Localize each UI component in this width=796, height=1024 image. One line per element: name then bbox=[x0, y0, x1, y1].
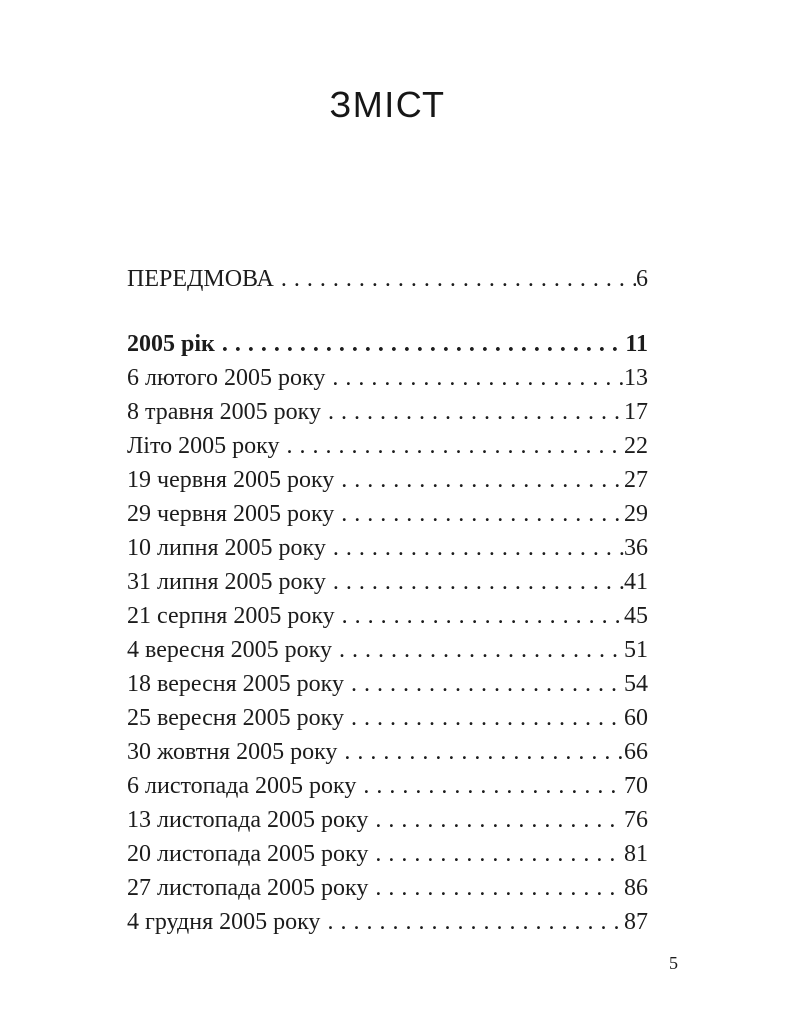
toc-entry-label: Літо 2005 року bbox=[127, 433, 280, 459]
dot-leader bbox=[320, 905, 624, 939]
toc-entry-label: 21 серпня 2005 року bbox=[127, 603, 335, 629]
dot-leader bbox=[344, 701, 624, 735]
toc-row bbox=[127, 327, 648, 361]
dot-leader bbox=[344, 667, 624, 701]
page-title: ЗМІСТ bbox=[329, 84, 446, 125]
toc-entry-label: 19 червня 2005 року bbox=[127, 467, 335, 493]
toc-row bbox=[127, 497, 648, 531]
toc-row bbox=[127, 565, 648, 599]
toc-entry-page: 54 bbox=[624, 671, 648, 697]
toc-row bbox=[127, 633, 648, 667]
toc-entry-label: 6 листопада 2005 року bbox=[127, 773, 357, 799]
dot-leader bbox=[368, 803, 624, 837]
toc-entry-page: 6 bbox=[636, 266, 648, 292]
toc-entry-label: 31 липня 2005 року bbox=[127, 569, 326, 595]
dot-leader bbox=[334, 497, 624, 531]
toc-entry-label: 29 червня 2005 року bbox=[127, 501, 335, 527]
toc-row bbox=[127, 599, 648, 633]
dot-leader bbox=[326, 565, 624, 599]
toc-entry-page: 13 bbox=[624, 365, 648, 391]
toc-entry-label: 10 липня 2005 року bbox=[127, 535, 326, 561]
toc-entry-label: 8 травня 2005 року bbox=[127, 399, 321, 425]
toc-row bbox=[127, 905, 648, 939]
dot-leader bbox=[274, 262, 636, 296]
dot-leader bbox=[368, 837, 624, 871]
toc-entry-page: 22 bbox=[624, 433, 648, 459]
toc-row bbox=[127, 803, 648, 837]
toc-entry-label: 18 вересня 2005 року bbox=[127, 671, 344, 697]
toc-entry-label: 4 вересня 2005 року bbox=[127, 637, 332, 663]
dot-leader bbox=[215, 327, 625, 361]
dot-leader bbox=[321, 395, 624, 429]
toc-entry-page: 76 bbox=[624, 807, 648, 833]
toc-entry-label: 2005 рік bbox=[127, 331, 215, 357]
toc-row bbox=[127, 429, 648, 463]
toc-row bbox=[127, 701, 648, 735]
toc-entry-label: 20 листопада 2005 року bbox=[127, 841, 369, 867]
toc-row bbox=[127, 837, 648, 871]
toc-row bbox=[127, 531, 648, 565]
toc-entry-page: 60 bbox=[624, 705, 648, 731]
table-of-contents bbox=[127, 262, 648, 939]
dot-leader bbox=[279, 429, 624, 463]
toc-entry-page: 81 bbox=[624, 841, 648, 867]
toc-row bbox=[127, 463, 648, 497]
toc-row bbox=[127, 395, 648, 429]
toc-entry-label: 27 листопада 2005 року bbox=[127, 875, 369, 901]
dot-leader bbox=[325, 361, 624, 395]
toc-entry-page: 70 bbox=[624, 773, 648, 799]
toc-entry-page: 87 bbox=[624, 909, 648, 935]
toc-entry-label: 4 грудня 2005 року bbox=[127, 909, 321, 935]
toc-entry-label: 25 вересня 2005 року bbox=[127, 705, 344, 731]
toc-row bbox=[127, 769, 648, 803]
toc-entry-page: 11 bbox=[625, 331, 648, 357]
toc-entry-page: 51 bbox=[624, 637, 648, 663]
toc-entry-page: 36 bbox=[624, 535, 648, 561]
toc-entry-page: 45 bbox=[624, 603, 648, 629]
toc-row bbox=[127, 361, 648, 395]
dot-leader bbox=[335, 599, 624, 633]
toc-entry-page: 17 bbox=[624, 399, 648, 425]
toc-entry-label: 30 жовтня 2005 року bbox=[127, 739, 338, 765]
toc-entry-label: 13 листопада 2005 року bbox=[127, 807, 369, 833]
toc-entry-page: 86 bbox=[624, 875, 648, 901]
toc-row bbox=[127, 667, 648, 701]
dot-leader bbox=[332, 633, 624, 667]
dot-leader bbox=[337, 735, 624, 769]
toc-entry-label: ПЕРЕДМОВА bbox=[127, 266, 274, 292]
dot-leader bbox=[334, 463, 624, 497]
toc-row bbox=[127, 735, 648, 769]
toc-entry-label: 6 лютого 2005 року bbox=[127, 365, 326, 391]
toc-entry-page: 27 bbox=[624, 467, 648, 493]
toc-entry-page: 29 bbox=[624, 501, 648, 527]
toc-row bbox=[127, 871, 648, 905]
dot-leader bbox=[368, 871, 624, 905]
folio-page-number: 5 bbox=[669, 953, 678, 973]
toc-entry-page: 66 bbox=[624, 739, 648, 765]
toc-row bbox=[127, 262, 648, 296]
dot-leader bbox=[326, 531, 624, 565]
dot-leader bbox=[356, 769, 624, 803]
toc-entry-page: 41 bbox=[624, 569, 648, 595]
